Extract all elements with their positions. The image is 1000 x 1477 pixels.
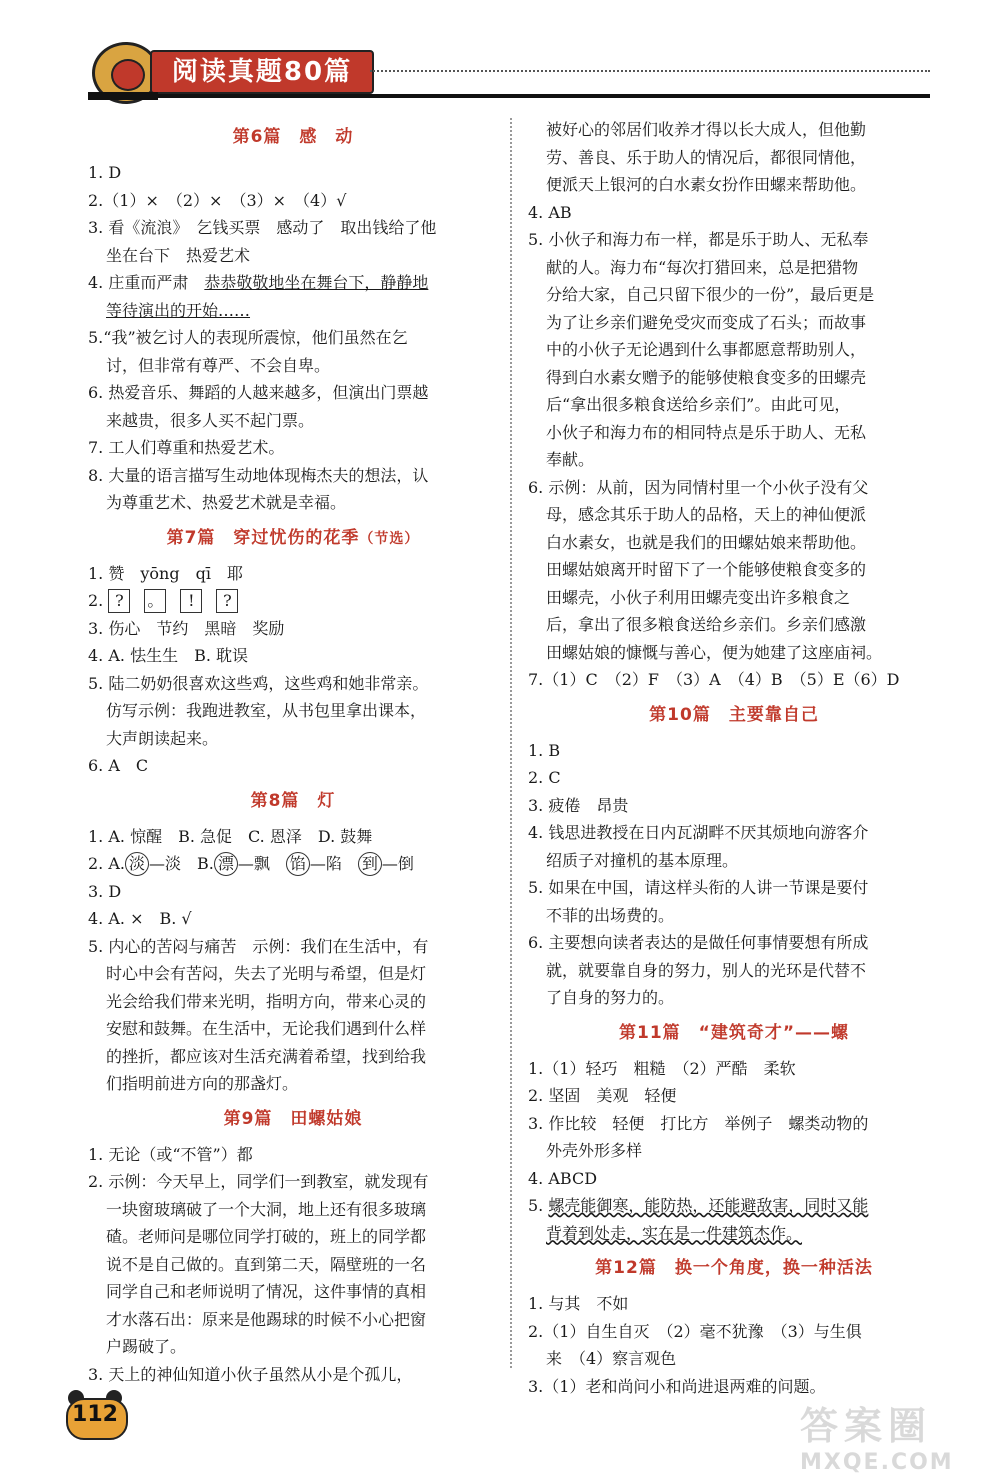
answer-line: 7. 工人们尊重和热爱艺术。 — [88, 438, 285, 457]
answer-line: 4. AB — [528, 202, 572, 222]
section-title-7 — [88, 523, 498, 548]
answer-line: 3.（1）老和尚问小和尚进退两难的问题。 — [528, 1376, 826, 1396]
answer-line: 田螺壳，小伙子利用田螺壳变出许多粮食之 — [546, 587, 851, 607]
answer-line: 劳、善良、乐于助人的情况后，都很同情他， — [546, 147, 867, 167]
answer-line: 母，感念其乐于助人的品格，天上的神仙便派 — [546, 505, 867, 524]
answer-prefix: 1. — [88, 563, 109, 583]
pinyin-answers: 赞 yōng qī 耶 — [108, 563, 243, 583]
page-number: 112 — [72, 1402, 118, 1427]
header-rule — [150, 94, 930, 98]
column-divider — [510, 118, 512, 1368]
answer-line: 4. 钱思进教授在日内瓦湖畔不厌其烦地向游客介 — [528, 823, 869, 842]
answer-line: 坐在台下 热爱艺术 — [106, 245, 251, 265]
answer-text: —淡 B. — [149, 854, 214, 873]
answer-line: 4. A. × B. √ — [88, 909, 192, 928]
answer-line: 就，就要靠自身的努力，别人的光环是代替不 — [546, 960, 867, 980]
punctuation-box: 。 — [144, 589, 166, 613]
answer-line — [88, 269, 498, 297]
section-title-6: 第6篇 感 动 — [232, 127, 354, 147]
section-title-11: 第11篇 “建筑奇才”——螺 — [618, 1022, 849, 1043]
punctuation-box: ? — [108, 589, 130, 613]
circled-char: 到 — [358, 852, 382, 876]
answer-text: —陷 — [309, 854, 358, 873]
punctuation-box: ? — [216, 589, 238, 613]
book-title-banner: 阅读真题80篇 — [150, 50, 374, 94]
circled-char: 淡 — [125, 852, 149, 876]
answer-line: 得到白水素女赠予的能够使粮食变多的田螺壳 — [546, 367, 867, 387]
answer-line: 3. 作比较 轻便 打比方 举例子 螺类动物的 — [528, 1113, 869, 1133]
answer-line: 1. 无论（或“不管”）都 — [88, 1144, 253, 1164]
underlined-answer: 等待演出的开始…… — [106, 300, 251, 320]
answer-line: 说不是自己做的。直到第二天，隔壁班的一名 — [106, 1254, 427, 1274]
circled-char: 馅 — [286, 852, 310, 876]
answer-line: 2.（1）× （2）× （3）× （4）√ — [88, 190, 347, 210]
answer-line: 献的人。海力布“每次打猎回来，总是把猎物 — [546, 257, 859, 277]
answer-line: 1. B — [528, 740, 561, 760]
answer-line: 来 （4）察言观色 — [546, 1349, 677, 1368]
answer-text: —倒 — [381, 854, 414, 873]
answer-line: 1. 与其 不如 — [528, 1294, 629, 1313]
answer-line: 1. D — [88, 163, 122, 182]
answer-line: 碴。老师问是哪位同学打破的，班上的同学都 — [106, 1227, 427, 1246]
answer-line: 才水落石出：原来是他踢球的时候不小心把窗 — [106, 1309, 427, 1329]
answer-line: 的挫折，都应该对生活充满着希望，找到给我 — [106, 1046, 427, 1066]
answer-line: 被好心的邻居们收养才得以长大成人，但他勤 — [546, 120, 867, 139]
page-header — [0, 0, 1000, 120]
answer-prefix: 2. — [88, 591, 109, 610]
answer-line: 白水素女，也就是我们的田螺姑娘来帮助他。 — [546, 532, 867, 552]
answer-line: 光会给我们带来光明，指明方向，带来心灵的 — [106, 991, 427, 1011]
answer-line: 1. A. 惊醒 B. 急促 C. 恩泽 D. 鼓舞 — [88, 826, 373, 846]
answer-line: 6. 热爱音乐、舞蹈的人越来越多，但演出门票越 — [88, 383, 429, 402]
answer-line — [88, 850, 498, 878]
answer-line: 中的小伙子无论遇到什么事都愿意帮助别人， — [546, 340, 867, 359]
page-number-badge — [66, 1390, 124, 1438]
answer-line: 奉献。 — [546, 450, 595, 469]
answer-line: 便派天上银河的白水素女扮作田螺来帮助他。 — [546, 175, 867, 194]
answer-line: 3. 看《流浪》 乞钱买票 感动了 取出钱给了他 — [88, 218, 437, 237]
answer-line — [528, 1192, 940, 1220]
answer-line: 来越贵，很多人买不起门票。 — [106, 410, 315, 430]
answer-line: 小伙子和海力布的相同特点是乐于助人、无私 — [546, 422, 867, 442]
watermark-url: MXQE.COM — [800, 1450, 954, 1475]
section-title-text: 第7篇 穿过忧伤的花季 — [166, 527, 360, 548]
answer-line: 5. 如果在中国，请这样头衔的人讲一节课是要付 — [528, 878, 869, 897]
answer-line: 2. 示例：今天早上，同学们一到教室，就发现有 — [88, 1172, 429, 1191]
answer-line: 6. 示例：从前，因为同情村里一个小伙子没有父 — [528, 477, 869, 497]
answer-line: 4. A. 怯生生 B. 耽误 — [88, 646, 249, 665]
wavy-underlined-answer: 背着到处走，实在是一件建筑杰作。 — [546, 1223, 803, 1243]
answer-line: 绍质子对撞机的基本原理。 — [546, 850, 739, 870]
section-title-12: 第12篇 换一个角度，换一种活法 — [595, 1258, 873, 1278]
answer-line: 不菲的出场费的。 — [546, 905, 675, 925]
right-column — [528, 116, 940, 1400]
wavy-underlined-answer: 螺壳能御寒，能防热，还能避敌害，同时又能 — [548, 1196, 869, 1215]
answer-line: 1.（1）轻巧 粗糙 （2）严酷 柔软 — [528, 1058, 796, 1078]
answer-line: 安慰和鼓舞。在生活中，无论我们遇到什么样 — [106, 1019, 427, 1038]
answer-line: 5. 小伙子和海力布一样，都是乐于助人、无私奉 — [528, 230, 869, 249]
circled-char: 漂 — [214, 852, 238, 876]
answer-line: 同学自己和老师说明了情况，这件事情的真相 — [106, 1282, 427, 1301]
answer-line — [88, 560, 498, 588]
header-thick-rule — [88, 92, 158, 100]
answer-line: 3. 天上的神仙知道小伙子虽然从小是个孤儿， — [88, 1364, 413, 1384]
answer-line: 后“拿出很多粮食送给乡亲们”。由此可见， — [546, 395, 851, 414]
answer-line: 6. A C — [88, 756, 149, 775]
answer-line: 5. 陆二奶奶很喜欢这些鸡，这些鸡和她非常亲。 — [88, 673, 429, 693]
answer-line — [88, 297, 498, 325]
answer-line: 3. 伤心 节约 黑暗 奖励 — [88, 618, 285, 638]
answer-line: 4. ABCD — [528, 1168, 598, 1188]
section-title-sub: （节选） — [359, 530, 420, 547]
answer-line: 2. C — [528, 768, 561, 787]
answer-line: 一块窗玻璃破了一个大洞，地上还有很多玻璃 — [106, 1199, 427, 1219]
answer-line: 户踢破了。 — [106, 1337, 187, 1356]
answer-line: 分给大家，自己只留下很少的一份”，最后更是 — [546, 285, 875, 304]
answer-line — [88, 587, 498, 615]
answer-line: 6. 主要想向读者表达的是做任何事情要想有所成 — [528, 933, 869, 952]
answer-line — [528, 1220, 940, 1248]
answer-line: 为尊重艺术、热爱艺术就是幸福。 — [106, 493, 347, 512]
underlined-answer: 恭恭敬敬地坐在舞台下，静静地 — [204, 273, 429, 292]
section-title-10: 第10篇 主要靠自己 — [649, 704, 819, 725]
answer-line: 了自身的努力的。 — [546, 988, 675, 1007]
answer-line: 田螺姑娘的慷慨与善心，便为她建了这座庙祠。 — [546, 642, 883, 662]
answer-line: 3. D — [88, 881, 122, 901]
answer-line: 2. 坚固 美观 轻便 — [528, 1086, 677, 1105]
answer-text: 4. 庄重而严肃 — [88, 273, 205, 292]
answer-line: 大声朗读起来。 — [106, 728, 219, 748]
watermark-text: 答案圈 — [800, 1404, 933, 1448]
section-title-8: 第8篇 灯 — [250, 790, 336, 811]
header-dotted-rule — [370, 70, 930, 72]
answer-line: 时心中会有苦闷，失去了光明与希望，但是灯 — [106, 964, 427, 983]
answer-line: 们指明前进方向的那盏灯。 — [106, 1074, 299, 1093]
answer-line: 后，拿出了很多粮食送给乡亲们。乡亲们感激 — [546, 615, 867, 634]
answer-line: 外壳外形多样 — [546, 1141, 643, 1160]
section-title-9: 第9篇 田螺姑娘 — [223, 1108, 363, 1129]
answer-line: 为了让乡亲们避免受灾而变成了石头；而故事 — [546, 312, 867, 332]
answer-prefix: 2. A. — [88, 854, 125, 873]
left-column — [88, 116, 498, 1388]
answer-line: 7.（1）C （2）F （3）A （4）B （5）E（6）D — [528, 670, 900, 689]
answer-line: 讨，但非常有尊严、不会自卑。 — [106, 355, 331, 375]
punctuation-box: ! — [180, 589, 202, 613]
answer-line: 3. 疲倦 昂贵 — [528, 795, 629, 815]
answer-prefix: 5. — [528, 1196, 549, 1215]
answer-line: 5. 内心的苦闷与痛苦 示例：我们在生活中，有 — [88, 936, 429, 956]
watermark-logo — [800, 1395, 990, 1473]
answer-line: 5.“我”被乞讨人的表现所震惊，他们虽然在乞 — [88, 328, 408, 347]
answer-line: 2.（1）自生自灭 （2）毫不犹豫 （3）与生俱 — [528, 1321, 862, 1341]
answer-line: 仿写示例：我跑进教室，从书包里拿出课本， — [106, 701, 427, 720]
answer-line: 8. 大量的语言描写生动地体现梅杰夫的想法，认 — [88, 465, 429, 485]
answer-text: —飘 — [237, 854, 286, 873]
answer-line: 田螺姑娘离开时留下了一个能够使粮食变多的 — [546, 560, 867, 579]
